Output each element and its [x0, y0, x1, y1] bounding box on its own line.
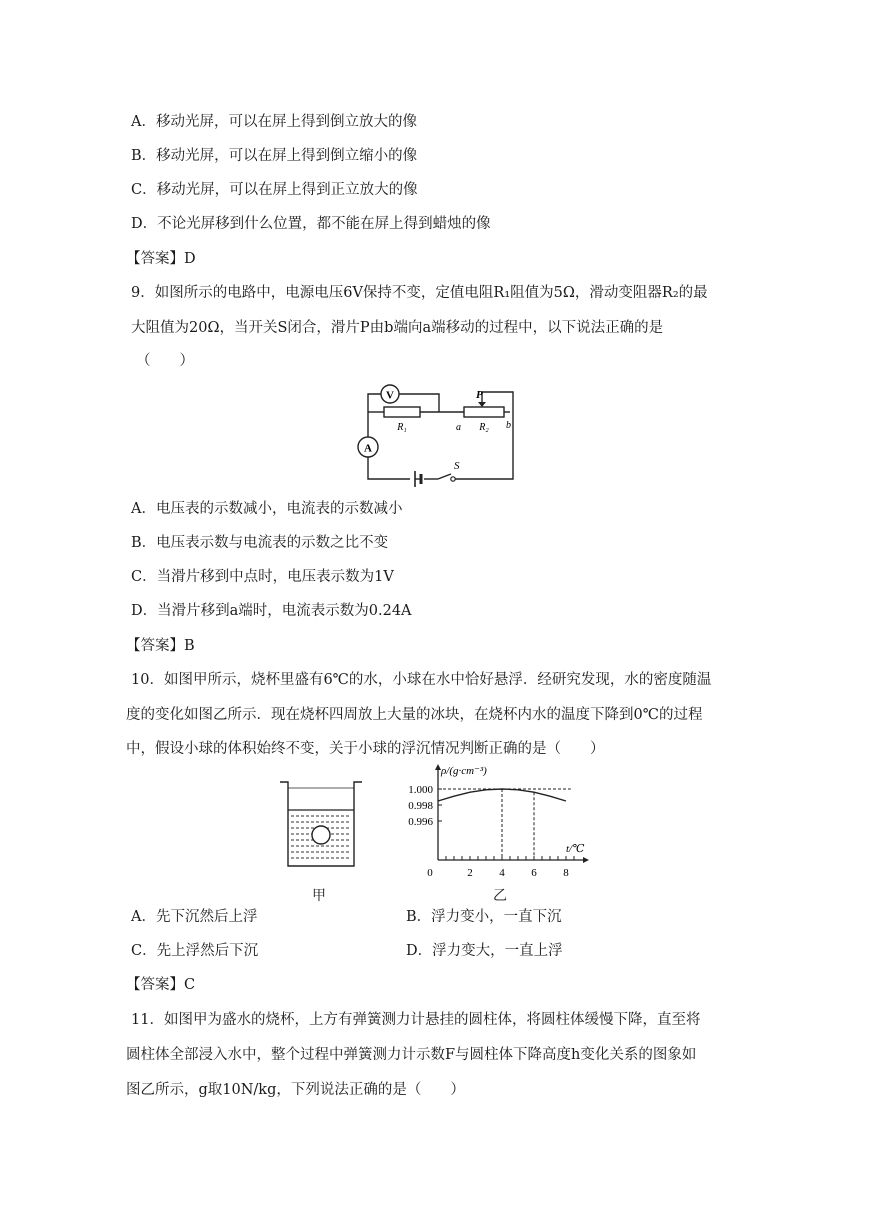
switch-label: S — [454, 460, 460, 472]
r1-label: R₁ — [397, 422, 407, 433]
q8-answer: 【答案】D — [126, 251, 196, 267]
q9-option-c: C．当滑片移到中点时，电压表示数为1V — [131, 569, 394, 585]
fig-b-caption: 乙 — [493, 888, 507, 904]
q10-answer: 【答案】C — [126, 977, 196, 993]
voltmeter-label: V — [386, 389, 394, 402]
q9-option-b: B．电压表示数与电流表的示数之比不变 — [131, 535, 389, 551]
q10-option-a: A．先下沉然后上浮 — [131, 909, 258, 925]
y-tick-label: 0.996 — [408, 816, 433, 828]
q10-text-line-3: 中，假设小球的体积始终不变，关于小球的浮沉情况判断正确的是（ ） — [126, 741, 605, 757]
q9-circuit-diagram — [352, 382, 524, 488]
q10-text-line-1: 10．如图甲所示，烧杯里盛有6℃的水，小球在水中恰好悬浮．经研究发现，水的密度随温 — [131, 672, 712, 688]
q10-density-chart — [365, 762, 595, 882]
q11-text-line-2: 圆柱体全部浸入水中，整个过程中弹簧测力计示数F与圆柱体下降高度h变化关系的图象如 — [126, 1047, 697, 1063]
q10-option-c: C．先上浮然后下沉 — [131, 943, 259, 959]
x-tick-label: 4 — [499, 867, 505, 879]
q8-option-b: B．移动光屏，可以在屏上得到倒立缩小的像 — [131, 148, 418, 164]
ammeter-label: A — [364, 442, 372, 455]
x-tick-label: 0 — [427, 867, 433, 879]
q9-answer: 【答案】B — [126, 638, 195, 654]
q10-option-b: B．浮力变小，一直下沉 — [406, 909, 562, 925]
q10-beaker-figure — [278, 778, 364, 870]
fig-a-caption: 甲 — [312, 888, 326, 904]
x-tick-label: 8 — [563, 867, 569, 879]
y-tick-label: 0.998 — [408, 800, 433, 812]
q8-option-d: D．不论光屏移到什么位置，都不能在屏上得到蜡烛的像 — [131, 216, 491, 232]
r2-label: R₂ — [479, 422, 489, 433]
x-tick-label: 2 — [467, 867, 473, 879]
q8-option-a: A．移动光屏，可以在屏上得到倒立放大的像 — [131, 114, 417, 130]
q8-option-c: C．移动光屏，可以在屏上得到正立放大的像 — [131, 182, 418, 198]
q10-option-d: D．浮力变大，一直上浮 — [406, 943, 563, 959]
q11-text-line-3: 图乙所示，g取10N/kg，下列说法正确的是（ ） — [126, 1082, 465, 1098]
end-a-label: a — [456, 422, 461, 433]
q9-text-line-1: 9．如图所示的电路中，电源电压6V保持不变，定值电阻R₁阻值为5Ω，滑动变阻器R₂的最 — [131, 285, 708, 301]
x-axis-label: t/℃ — [566, 843, 585, 855]
ball-symbol — [312, 826, 330, 844]
q9-option-a: A．电压表的示数减小，电流表的示数减小 — [131, 501, 403, 517]
x-tick-label: 6 — [531, 867, 537, 879]
q9-option-d: D．当滑片移到a端时，电流表示数为0.24A — [131, 603, 412, 619]
x-axis-arrow — [583, 857, 589, 863]
end-b-label: b — [506, 420, 511, 431]
q9-text-line-2: 大阻值为20Ω，当开关S闭合，滑片P由b端向a端移动的过程中，以下说法正确的是 — [131, 320, 664, 336]
q11-text-line-1: 11．如图甲为盛水的烧杯，上方有弹簧测力计悬挂的圆柱体，将圆柱体缓慢下降，直至将 — [131, 1012, 701, 1028]
y-axis-label: ρ/(g·cm⁻³) — [441, 765, 487, 777]
q9-text-line-3: （ ） — [136, 353, 194, 369]
y-tick-label: 1.000 — [408, 784, 433, 796]
q10-text-line-2: 度的变化如图乙所示．现在烧杯四周放上大量的冰块，在烧杯内水的温度下降到0℃的过程 — [126, 707, 703, 723]
slider-label: P — [476, 389, 483, 401]
